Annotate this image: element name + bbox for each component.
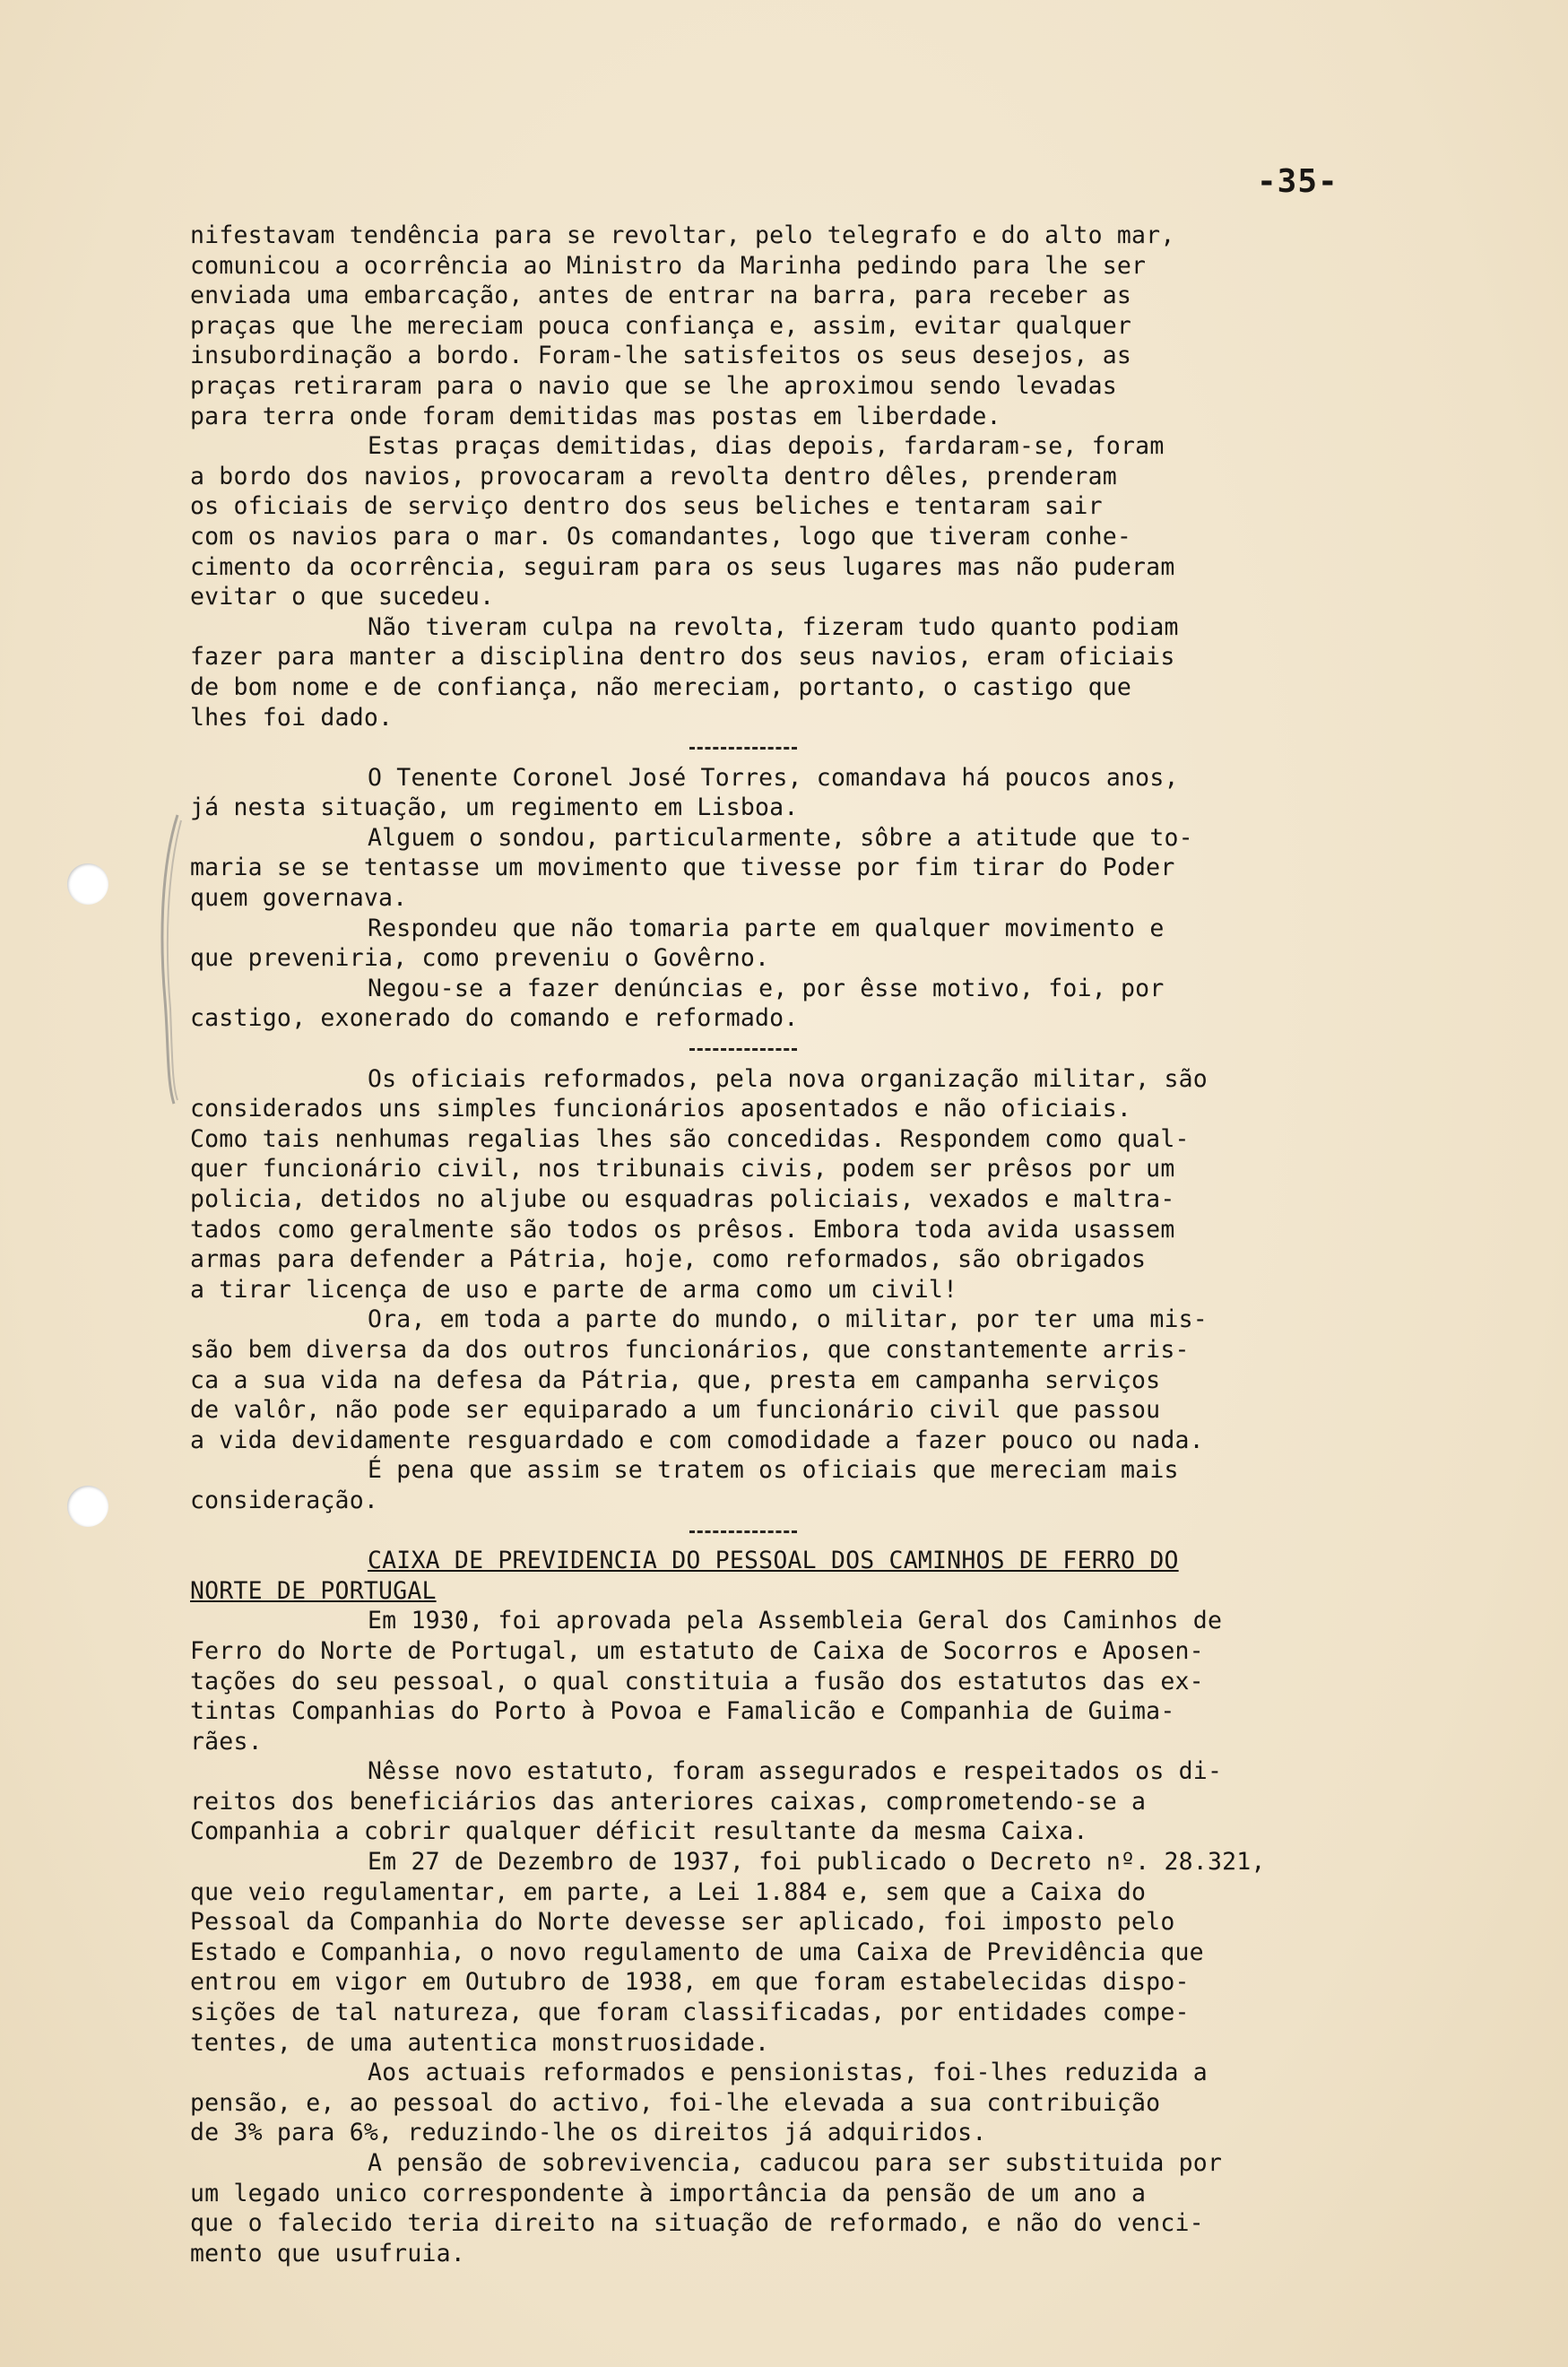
text-line: insubordinação a bordo. Foram-lhe satisfeitos os seus desejos, as: [190, 342, 1132, 370]
text-line: são bem diversa da dos outros funcionários, que constantemente arris-: [190, 1335, 1190, 1364]
section-heading: CAIXA DE PREVIDENCIA DO PESSOAL DOS CAMINHOS DE FERRO DO: [368, 1547, 1179, 1575]
text-line: tintas Companhias do Porto à Povoa e Famalicão e Companhia de Guima-: [190, 1697, 1175, 1726]
text-line: Ferro do Norte de Portugal, um estatuto de Caixa de Socorros e Aposen-: [190, 1636, 1204, 1665]
text-line: considerados uns simples funcionários aposentados e não oficiais.: [190, 1095, 1132, 1123]
pencil-margin-mark: [152, 811, 188, 1107]
text-line: que o falecido teria direito na situação de reformado, e não do venci-: [190, 2209, 1204, 2238]
text-line: Alguem o sondou, particularmente, sôbre a atitude que to-: [368, 823, 1193, 852]
text-line: É pena que assim se tratem os oficiais que mereciam mais: [368, 1456, 1179, 1485]
text-line: para terra onde foram demitidas mas postas em liberdade.: [190, 402, 1001, 430]
text-line: que preveniria, como preveniu o Govêrno.: [190, 944, 770, 973]
text-line: Estado e Companhia, o novo regulamento de uma Caixa de Previdência que: [190, 1938, 1204, 1966]
text-line: Estas praças demitidas, dias depois, fardaram-se, foram: [368, 432, 1165, 461]
text-line: enviada uma embarcação, antes de entrar na barra, para receber as: [190, 282, 1132, 310]
text-line: de bom nome e de confiança, não mereciam, portanto, o castigo que: [190, 672, 1132, 701]
text-line: Nêsse novo estatuto, foram assegurados e respeitados os di-: [368, 1757, 1223, 1786]
text-line: rães.: [190, 1727, 263, 1756]
text-line: os oficiais de serviço dentro dos seus beliches e tentaram sair: [190, 492, 1103, 521]
text-line: de valôr, não pode ser equiparado a um funcionário civil que passou: [190, 1396, 1161, 1425]
text-line: maria se se tentasse um movimento que tivesse por fim tirar do Poder: [190, 854, 1175, 882]
section-separator: [190, 733, 1463, 763]
text-line: Respondeu que não tomaria parte em qualquer movimento e: [368, 914, 1165, 942]
text-line: Em 27 de Dezembro de 1937, foi publicado o Decreto nº. 28.321,: [368, 1848, 1266, 1877]
text-line: quer funcionário civil, nos tribunais civis, podem ser prêsos por um: [190, 1155, 1175, 1184]
punch-hole: [67, 863, 108, 905]
body-text: [190, 221, 1463, 2268]
text-line: Aos actuais reformados e pensionistas, foi-lhes reduzida a: [368, 2059, 1208, 2087]
text-line: fazer para manter a disciplina dentro dos seus navios, eram oficiais: [190, 643, 1175, 672]
text-line: comunicou a ocorrência ao Ministro da Marinha pedindo para lhe ser: [190, 251, 1147, 280]
text-line: de 3% para 6%, reduzindo-lhe os direitos já adquiridos.: [190, 2119, 987, 2147]
text-line: já nesta situação, um regimento em Lisboa.: [190, 793, 799, 822]
text-line: A pensão de sobrevivencia, caducou para ser substituida por: [368, 2149, 1223, 2177]
text-line: Em 1930, foi aprovada pela Assembleia Geral dos Caminhos de: [368, 1607, 1223, 1635]
text-line: quem governava.: [190, 884, 408, 913]
text-line: Não tiveram culpa na revolta, fizeram tudo quanto podiam: [368, 612, 1179, 641]
text-line: tados como geralmente são todos os prêsos. Embora toda avida usassem: [190, 1215, 1175, 1244]
text-line: ca a sua vida na defesa da Pátria, que, presta em campanha serviços: [190, 1366, 1161, 1394]
text-line: praças retiraram para o navio que se lhe aproximou sendo levadas: [190, 371, 1117, 400]
text-line: pensão, e, ao pessoal do activo, foi-lhe elevada a sua contribuição: [190, 2088, 1161, 2117]
text-line: consideração.: [190, 1486, 379, 1514]
text-line: armas para defender a Pátria, hoje, como reformados, são obrigados: [190, 1245, 1147, 1274]
text-line: Negou-se a fazer denúncias e, por êsse motivo, foi, por: [368, 974, 1165, 1002]
text-line: a vida devidamente resguardado e com comodidade a fazer pouco ou nada.: [190, 1426, 1204, 1454]
text-line: cimento da ocorrência, seguiram para os seus lugares mas não puderam: [190, 552, 1175, 581]
text-line: Como tais nenhumas regalias lhes são concedidas. Respondem como qual-: [190, 1124, 1190, 1153]
text-line: praças que lhe mereciam pouca confiança e, assim, evitar qualquer: [190, 311, 1132, 340]
page-number: -35-: [1257, 163, 1338, 200]
text-line: entrou em vigor em Outubro de 1938, em que foram estabelecidas dispo-: [190, 1968, 1190, 1997]
section-heading: NORTE DE PORTUGAL: [190, 1576, 437, 1605]
text-line: nifestavam tendência para se revoltar, pelo telegrafo e do alto mar,: [190, 221, 1175, 249]
text-line: a tirar licença de uso e parte de arma como um civil!: [190, 1275, 958, 1304]
punch-hole: [67, 1486, 108, 1527]
text-line: O Tenente Coronel José Torres, comandava há poucos anos,: [368, 763, 1179, 792]
text-line: tentes, de uma autentica monstruosidade.: [190, 2028, 770, 2057]
text-line: policia, detidos no aljube ou esquadras policiais, vexados e maltra-: [190, 1185, 1175, 1213]
text-line: reitos dos beneficiários das anteriores caixas, comprometendo-se a: [190, 1787, 1147, 1816]
section-separator: [190, 1516, 1463, 1547]
text-line: lhes foi dado.: [190, 703, 394, 732]
text-line: evitar o que sucedeu.: [190, 583, 495, 611]
text-line: um legado unico correspondente à importância da pensão de um ano a: [190, 2179, 1147, 2207]
text-line: com os navios para o mar. Os comandantes, logo que tiveram conhe-: [190, 522, 1132, 551]
section-separator: [190, 1034, 1463, 1064]
text-line: tações do seu pessoal, o qual constituia a fusão dos estatutos das ex-: [190, 1667, 1204, 1695]
text-line: Companhia a cobrir qualquer déficit resultante da mesma Caixa.: [190, 1817, 1088, 1846]
text-line: que veio regulamentar, em parte, a Lei 1.884 e, sem que a Caixa do: [190, 1877, 1147, 1906]
text-line: sições de tal natureza, que foram classificadas, por entidades compe-: [190, 1999, 1190, 2027]
text-line: Ora, em toda a parte do mundo, o militar, por ter uma mis-: [368, 1305, 1208, 1334]
text-line: castigo, exonerado do comando e reformado.: [190, 1004, 799, 1033]
text-line: Os oficiais reformados, pela nova organização militar, são: [368, 1064, 1208, 1093]
text-line: mento que usufruia.: [190, 2239, 465, 2267]
text-line: Pessoal da Companhia do Norte devesse ser aplicado, foi imposto pelo: [190, 1908, 1175, 1937]
text-line: a bordo dos navios, provocaram a revolta dentro dêles, prenderam: [190, 462, 1117, 490]
